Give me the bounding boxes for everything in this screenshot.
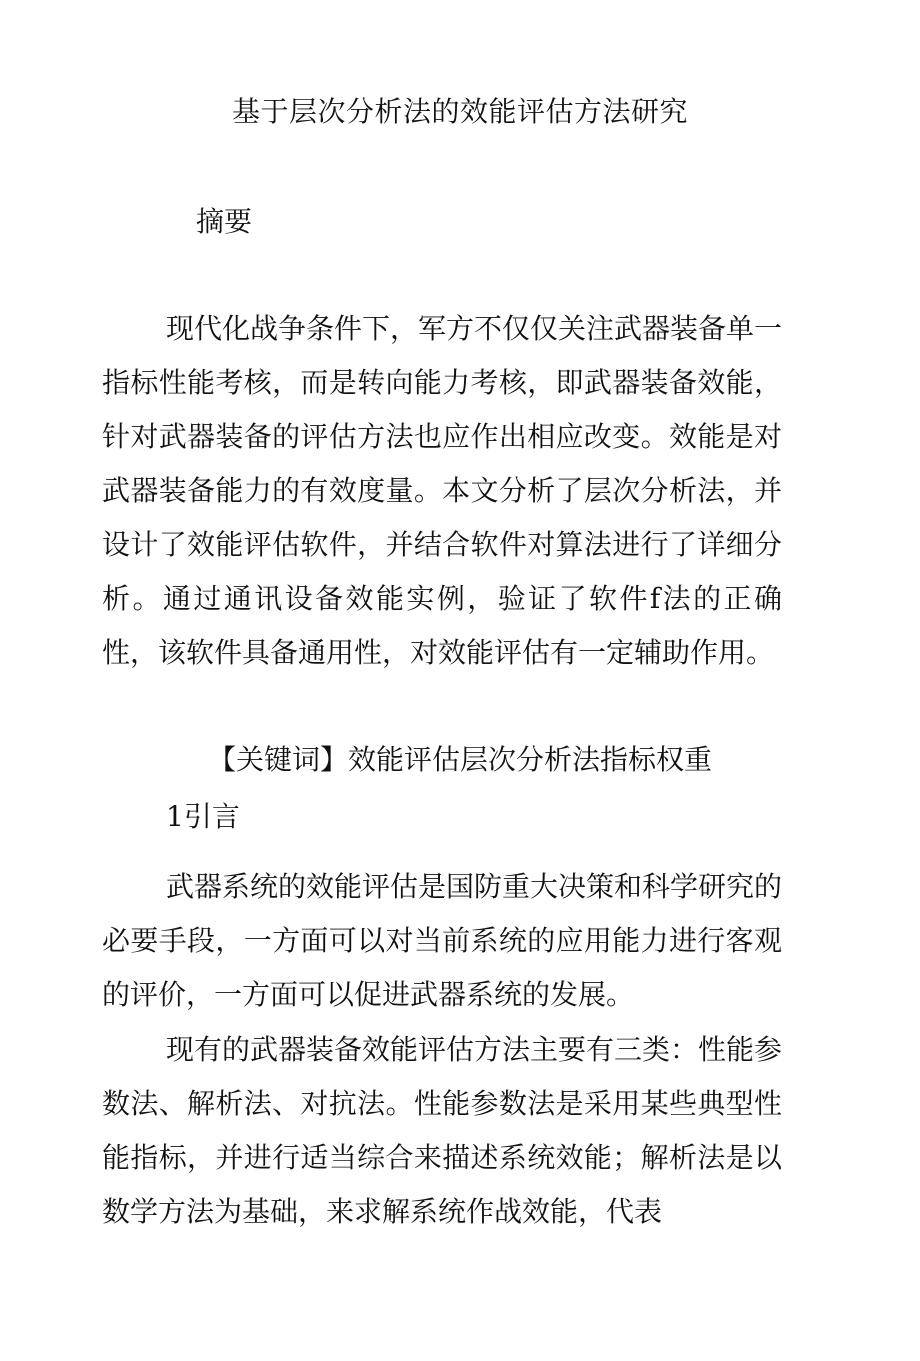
intro-paragraph-2: 现有的武器装备效能评估方法主要有三类：性能参数法、解析法、对抗法。性能参数法是采用某些典型性能指标，并进行适当综合来描述系统效能；解析法是以数学方法为基础，来求解系统作战效能，代表 — [102, 1033, 783, 1228]
keywords-line: 【关键词】效能评估层次分析法指标权重 — [207, 743, 712, 776]
abstract-paragraph: 现代化战争条件下，军方不仅仅关注武器装备单一指标性能考核，而是转向能力考核，即武器装备效能，针对武器装备的评估方法也应作出相应改变。效能是对武器装备能力的有效度量。本文分析了层次分析法，并设计了效能评估软件，并结合软件对算法进行了详细分析。通过通讯设备效能实例，验证了软件f法的正确性，该软件具备通用性，对效能评估有一定辅助作用。 — [102, 312, 783, 669]
abstract-heading: 摘要 — [196, 205, 253, 238]
document-title: 基于层次分析法的效能评估方法研究 — [231, 95, 688, 128]
intro-paragraph-1: 武器系统的效能评估是国防重大决策和科学研究的必要手段，一方面可以对当前系统的应用能力进行客观的评价，一方面可以促进武器系统的发展。 — [102, 870, 783, 1011]
section-heading-introduction: 1引言 — [166, 800, 240, 833]
